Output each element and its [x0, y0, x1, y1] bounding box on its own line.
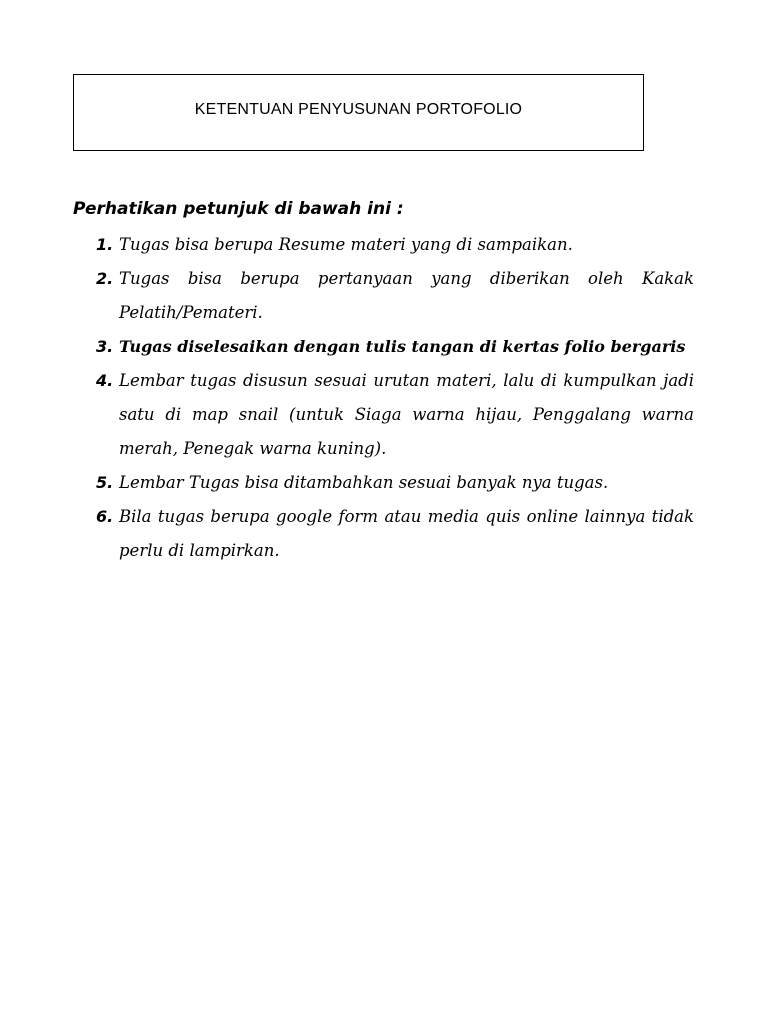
list-item	[93, 500, 694, 568]
title-box	[73, 74, 644, 151]
list-item	[93, 330, 694, 364]
list-item	[93, 466, 694, 500]
item-text: Tugas bisa berupa pertanyaan yang diberikan oleh Kakak Pelatih/Pemateri.	[119, 269, 694, 322]
item-text: Tugas diselesaikan dengan tulis tangan di kertas folio bergaris	[119, 337, 686, 356]
item-text: Lembar tugas disusun sesuai urutan materi, lalu di kumpulkan jadi satu di map snail (untuk Siaga warna hijau, Penggalang warna merah, Penegak warna kuning).	[119, 371, 694, 458]
document-title: KETENTUAN PENYUSUNAN PORTOFOLIO	[194, 101, 523, 118]
item-number: 4.	[96, 371, 114, 390]
list-item	[93, 228, 694, 262]
item-number: 2.	[96, 269, 114, 288]
list-item	[93, 262, 694, 330]
list-item	[93, 364, 694, 466]
item-number: 3.	[96, 337, 114, 356]
item-text: Bila tugas berupa google form atau media quis online lainnya tidak perlu di lampirkan.	[119, 507, 694, 560]
item-number: 6.	[96, 507, 114, 526]
instructions-list	[93, 228, 694, 568]
item-number: 5.	[96, 473, 114, 492]
item-text: Lembar Tugas bisa ditambahkan sesuai banyak nya tugas.	[119, 473, 609, 492]
instructions-heading: Perhatikan petunjuk di bawah ini :	[73, 199, 404, 219]
item-number: 1.	[96, 235, 114, 254]
item-text: Tugas bisa berupa Resume materi yang di sampaikan.	[119, 235, 573, 254]
